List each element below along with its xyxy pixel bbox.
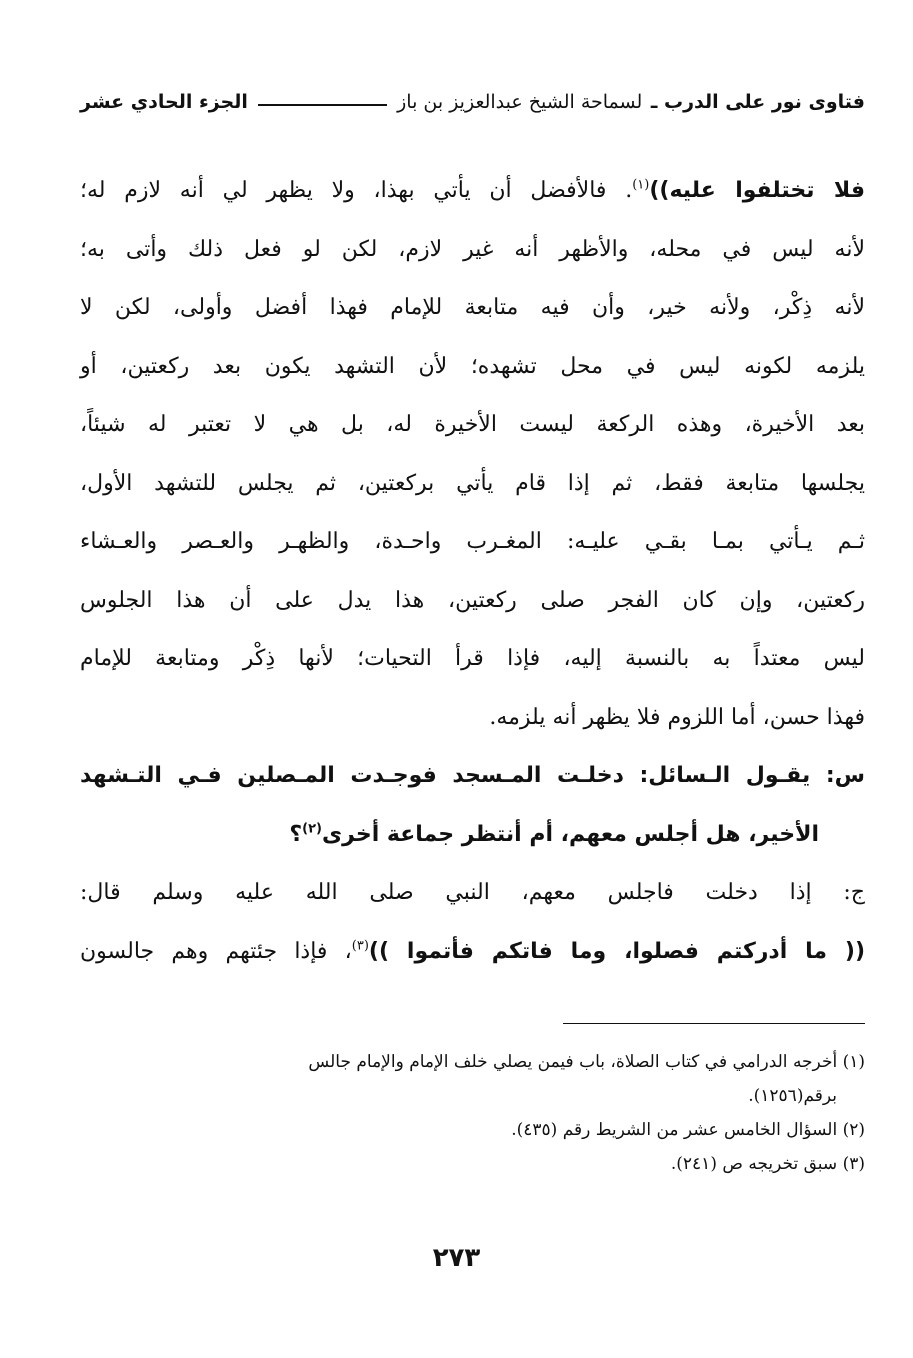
- text-line: فلا تختلفوا عليه))$^{(١)}$. فالأفضل أن يأتي بهذا، ولا يظهر لي أنه لازم له؛: [80, 177, 865, 203]
- header-author: لسماحة الشيخ عبدالعزيز بن باز: [397, 91, 643, 113]
- answer-line: ج: إذا دخلت فاجلس معهم، النبي صلى الله عليه وسلم قال:: [80, 880, 865, 905]
- text-line: لأنه ذِكْر، ولأنه خير، وأن فيه متابعة للإمام فهذا أفضل وأولى، لكن لا: [80, 295, 865, 320]
- footnote-ref: (٢): [302, 821, 322, 837]
- text-line: يجلسها متابعة فقط، ثم إذا قام يأتي بركعتين، ثم يجلس للتشهد الأول،: [80, 470, 865, 496]
- footnote-separator: [563, 1023, 865, 1024]
- text-line: ليس معتداً به بالنسبة إليه، فإذا قرأ التحيات؛ لأنها ذِكْر ومتابعة للإمام: [80, 646, 865, 671]
- answer-block: [80, 864, 865, 981]
- text-line: ركعتين، وإن كان الفجر صلى ركعتين، هذا يدل على أن هذا الجلوس: [80, 587, 865, 613]
- page-number: ٢٧٣: [432, 1243, 481, 1273]
- text-line: بعد الأخيرة، وهذه الركعة ليست الأخيرة له، بل هي لا تعتبر له شيئاً،: [80, 412, 865, 437]
- question-block: [80, 747, 865, 864]
- footnotes: [80, 1045, 865, 1181]
- hadith-quote: (( ما أدركتم فصلوا، وما فاتكم فأتموا )): [368, 938, 866, 964]
- question-line: الأخير، هل أجلس معهم، أم أنتظر جماعة أخرى$^{(٢)}$؟: [289, 821, 819, 847]
- header-rule: [258, 104, 387, 106]
- text-line: يلزمه لكونه ليس في محل تشهده؛ لأن التشهد يكون بعد ركعتين، أو: [80, 353, 865, 379]
- main-text: [80, 162, 865, 981]
- header-title-group: فتاوى نور على الدرب ـ لسماحة الشيخ عبدالعزيز بن باز: [397, 91, 865, 113]
- footnote-item: (١) أخرجه الدرامي في كتاب الصلاة، باب فيمن يصلي خلف الإمام والإمام جالس برقم(١٢٥٦).: [308, 1052, 865, 1106]
- footnote-item: (٢) السؤال الخامس عشر من الشريط رقم (٤٣٥).: [511, 1120, 865, 1140]
- footnote-item: (٣) سبق تخريجه ص (٢٤١).: [670, 1154, 865, 1174]
- answer-line: (( ما أدركتم فصلوا، وما فاتكم فأتموا ))$^{(٣)}$، فإذا جئتهم وهم جالسون: [80, 938, 866, 964]
- footnote-ref: (١): [632, 177, 650, 193]
- header-book-title: فتاوى نور على الدرب: [664, 91, 865, 113]
- text-line: لأنه ليس في محله، والأظهر أنه غير لازم، لكن لو فعل ذلك وأتى به؛: [80, 236, 865, 262]
- header-volume: الجزء الحادي عشر: [80, 91, 248, 113]
- hadith-quote: فلا تختلفوا عليه)): [649, 178, 865, 203]
- running-header: [80, 91, 865, 113]
- text-line: ثـم يـأتي بمـا بقـي عليـه: المغـرب واحـدة، والظهـر والعـصر والعـشاء: [80, 529, 865, 554]
- text-line: فهذا حسن، أما اللزوم فلا يظهر أنه يلزمه.: [489, 704, 865, 730]
- footnote-ref: (٣): [351, 938, 369, 954]
- question-line: س: يقـول الـسائل: دخلـت المـسجد فوجـدت المـصلين فـي التـشهد: [80, 763, 865, 788]
